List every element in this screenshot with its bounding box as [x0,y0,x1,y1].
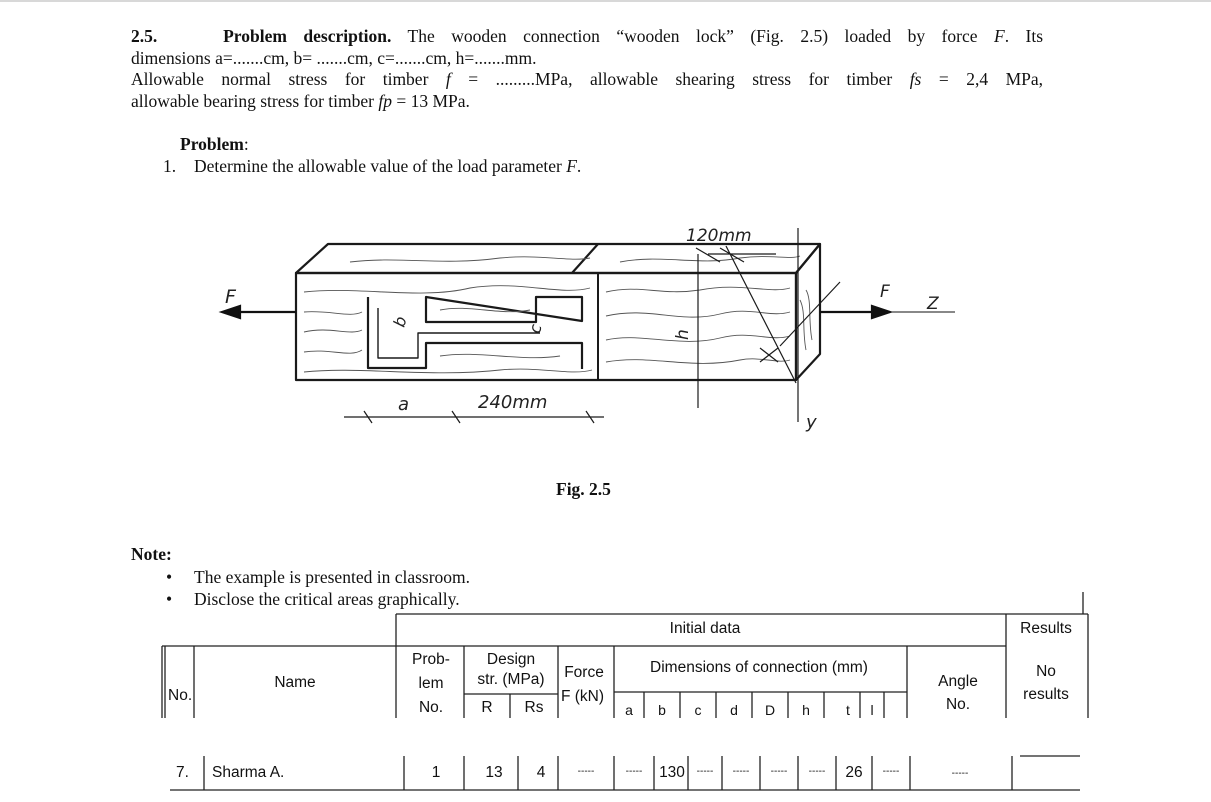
header-results: Results [1020,620,1072,637]
dimensions-line: dimensions a=.......cm, b= .......cm, c=.......cm, h=.......mm. [131,47,537,68]
bullet: • [166,567,173,587]
row-l: ----- [882,766,900,777]
bullet: • [166,589,173,609]
label-c: c [525,322,546,335]
label-force-right: F [880,282,890,302]
header-force-2: F (kN) [561,688,605,705]
bearing-stress-label: allowable bearing stress for timber [131,90,374,111]
label-h: h [673,329,693,340]
label-z: Z [927,294,939,314]
header-dim-c: c [694,702,702,718]
description-title: Problem description. [223,26,392,46]
header-design-2: str. (MPa) [477,671,545,688]
force-symbol: F [993,26,1005,46]
header-angle-2: No. [945,696,971,713]
label-force-left: F [225,286,236,308]
dim-width-label: 120mm [686,226,752,246]
figure-caption: Fig. 2.5 [556,479,611,499]
problem-label-colon: : [243,134,249,154]
header-problem-1: Prob- [412,651,450,668]
row-c: ----- [696,766,714,777]
row-b: 130 [659,764,685,781]
label-b: b [389,314,411,330]
f-symbol: f [445,69,451,89]
row-h: ----- [808,766,826,777]
section-number: 2.5. [131,26,158,46]
problem-item-end: . [576,156,582,176]
row-problem: 1 [431,764,441,781]
header-force-1: Force [564,664,604,681]
header-design-1: Design [486,651,536,668]
shear-stress-label: = .........MPa, allowable shearing stress for timber [468,69,893,89]
header-angle-1: Angle [938,673,978,690]
row-t: 26 [845,764,863,781]
header-dim-l: l [870,702,874,718]
note-label: Note: [131,544,172,564]
row-rs: 4 [536,764,546,781]
row-a: ----- [625,766,643,777]
header-no-results-1: No [1036,663,1056,680]
header-initial-data: Initial data [669,620,741,637]
problem-item-symbol: F [566,156,577,176]
fp-symbol: fp [378,90,392,111]
problem-label-text: Problem [180,134,244,154]
header-no-results-2: results [1023,686,1069,703]
header-problem-2: lem [418,675,444,692]
header-dim-D: D [764,702,776,718]
bearing-stress-value: = 13 MPa. [396,90,470,111]
header-name: Name [274,674,316,691]
problem-item-number: 1. [163,156,177,176]
header-rs: Rs [524,699,544,716]
note-item-text: The example is presented in classroom. [194,567,471,587]
header-dim-a: a [625,702,633,718]
shear-stress-value: = 2,4 MPa, [938,69,1044,89]
row-angle: ----- [951,768,969,779]
problem-item-text: Determine the allowable value of the load parameter [194,156,562,176]
row-force: ----- [577,766,595,777]
header-dim-t: t [846,702,850,718]
dim-length-label: 240mm [478,392,548,413]
description-text-end: . Its [1004,26,1044,46]
row-D: ----- [770,766,788,777]
note-item-text: Disclose the critical areas graphically. [194,589,460,609]
fs-symbol: fs [909,69,922,89]
row-r: 13 [485,764,503,781]
label-y: y [806,412,817,433]
header-dim-b: b [658,702,666,718]
header-no: No. [168,687,193,704]
row-d: ----- [732,766,750,777]
description-text: The wooden connection “wooden lock” (Fig. 2.5) loaded by force [407,26,978,46]
row-no: 7. [176,764,189,781]
row-name: Sharma A. [212,764,285,781]
header-r: R [481,699,493,716]
header-dim-h: h [802,702,810,718]
header-dimensions: Dimensions of connection (mm) [650,659,868,676]
header-problem-3: No. [418,699,444,716]
header-dim-d: d [730,702,738,718]
label-a: a [398,394,410,415]
normal-stress-label: Allowable normal stress for timber [131,69,429,89]
